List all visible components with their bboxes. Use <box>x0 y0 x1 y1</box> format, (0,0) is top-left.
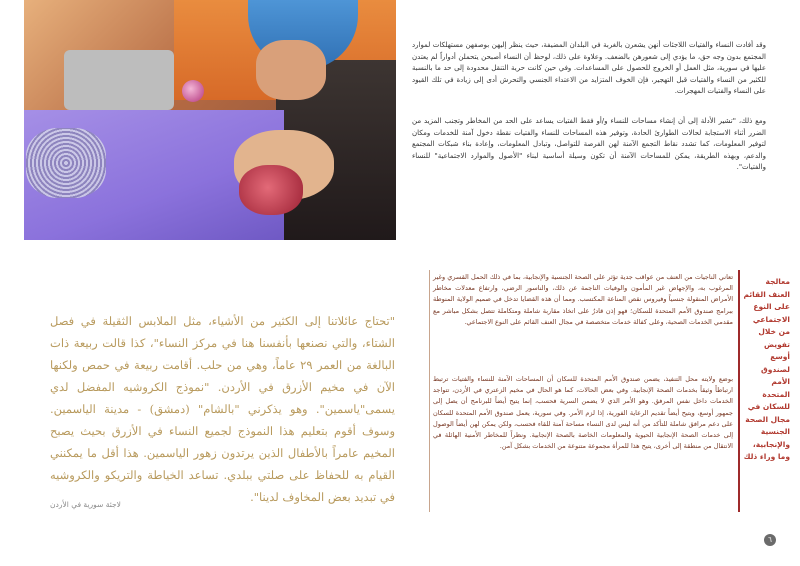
sidebar-heading: معالجة العنف القائم على النوع الاجتماعي من خلال تفويض أوسع لصندوق الأمم المتحدة للسكان في مجال الصحة الجنسية والإنجابية، وما وراء ذلك <box>743 277 790 461</box>
middle-column-divider <box>429 270 430 512</box>
intro-paragraph-2: ومع ذلك، "تشير الأدلة إلى أن إنشاء مساحات للنساء و/أو فقط الفتيات يساعد على الحد من المخاطر وتجنب المزيد من الضرر أثناء الاستجابة لحالات الطوارئ الحادة، وتوفير هذه المساحات للنساء والفتيات نقطة دخول آمنة للخدمات ومكان لتوفير المعلومات، كما تشدد نقاط التجمع الآمنة لهن الفرصة للتواصل، وتبادل المعلومات، وإعادة بناء شبكات المجتمع والدعم، وبهذه الطريقة، يمكن للمساحات الآمنة أن تكون وسيلة أساسية لبناء "الأصول والموارد الاجتماعية" للنساء والفتيات". <box>412 117 766 171</box>
page-number: ٦ <box>764 534 776 546</box>
sidebar-divider <box>738 270 740 512</box>
intro-paragraph-1: وقد أفادت النساء والفتيات اللاجئات أنهن يشعرن بالغربة في البلدان المضيفة، حيث ينظر إليهن بوصفهن مستهلكات لموارد المجتمع بدون وجه حق، ما يؤدي إلى شعورهن بالضعف. وعلاوة على ذلك، لوحظ أن النساء أصبحن يتحملن أدواراً لم يعتدن عليها في سورية، مثل العمل أو الخروج للحصول على المساعدات. وفي حين كانت حرية التنقل محدودة إلى حد ما بالنسبة للكثير من النساء والفتيات قبل التهجير، فإن الخوف المتزايد من الاعتداء الجنسي والتحرش أدى إلى زيادة في تلك القيود على النساء والفتيات المهجرات. <box>412 41 766 95</box>
photo-caption: لاجئة سورية في الأردن <box>50 500 121 509</box>
middle-paragraph-2: بوضع ولايته محل التنفيذ، يضمن صندوق الأمم المتحدة للسكان أن المساحات الآمنة للنساء والفتيات ترتبط ارتباطاً وثيقاً بخدمات الصحة الإنجابية. وفي بعض الحالات، كما هو الحال في مخيم الزعتري في الأردن، تتواجد الخدمات داخل نفس المرفق. وهو الأمر الذي لا يضمن السرية فحسب، إنما يتيح أيضاً للبرنامج أن يصل إلى جمهور أوسع، ويتيح أيضاً تقديم الرعاية الفورية، إذا لزم الأمر. وفي سورية، يعمل صندوق الأمم المتحدة للسكان على دعم مرافق شاملة للتأكد من أنه ليس لدى النساء مساحة آمنة للقاء فحسب، ولكن يمكن لهن أيضاً الوصول إلى خدمات الصحة الإنجابية الحيوية والمعلومات الخاصة بالصحة الإنجابية. ونظراً للمخاطر الأمنية الهائلة في الانتقال من منطقة إلى أخرى، يتيح هذا للمرأة مجموعة متنوعة من الخدمات بشكل آمن. <box>433 375 733 451</box>
photo-woman-sewing <box>24 0 396 240</box>
pull-quote: "تحتاج عائلاتنا إلى الكثير من الأشياء، مثل الملابس الثقيلة في فصل الشتاء، والتي نصنعها بأنفسنا هنا في مركز النساء"، كذا قالت ربيعة ذات البالغة من العمر ٢٩ عاماً، وهي من حلب. أقامت ربيعة في حمص ولكنها الآن في مخيم الأزرق في الأردن. "نموذج الكروشيه المفضل لدي يسمى"ياسمين". وهو يذكرني "بالشام" (دمشق) - مدينة الياسمين. وسوف أقوم بتعليم هذا النموذج لجميع النساء في الأزرق بحيث يصبح المخيم عامراً بالأطفال الذين يرتدون زهور الياسمين. هذا أقل ما يمكنني القيام به للحفاظ على صلتي ببلدي. تساعد الخياطة والتريكو والكروشيه في تبديد بعض المخاوف لدينا". <box>50 314 395 504</box>
middle-paragraph-1: تعاني الناجيات من العنف من عواقب جدية تؤثر على الصحة الجنسية والإنجابية، بما في ذلك الحمل القسري وغير المرغوب به، والإجهاض غير المأمون والوفيات الناجمة عن ذلك، والناسور الرضي، وارتفاع معدلات مخاطر الأمراض المنقولة جنسياً وفيروس نقص المناعة المكتسب. ومما أن هذه القضايا تدخل في صميم الولاية المنوطة ببرامج صندوق الأمم المتحدة للسكان؛ فهو إذن قادرٌ على اتخاذ مقاربة شاملة ومتكاملة تتصل بشكل مباشر مع مقدمي الخدمات الصحية، وعلى كفالة خدمات متخصصة في مجال العنف القائم على النوع الاجتماعي. <box>433 273 733 326</box>
